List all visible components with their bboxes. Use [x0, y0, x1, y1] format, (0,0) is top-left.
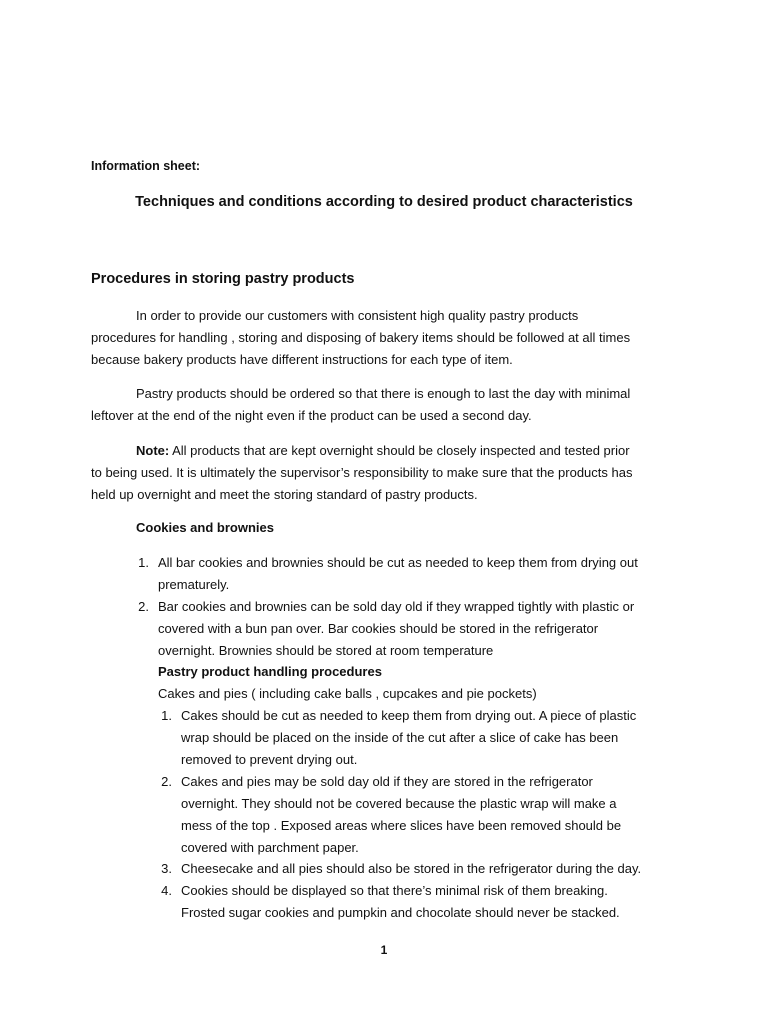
list-item-line: covered with parchment paper. — [181, 840, 359, 855]
list-item-line: Cheesecake and all pies should also be stored in the refrigerator during the day. — [181, 861, 642, 876]
list-item-line: prematurely. — [158, 577, 230, 592]
information-sheet-label: Information sheet: — [91, 159, 201, 173]
list-item-number: 2. — [161, 774, 172, 789]
paragraph-line: because bakery products have different instructions for each type of item. — [91, 352, 513, 367]
list-item-line: covered with a bun pan over. Bar cookies should be stored in the refrigerator — [158, 621, 599, 636]
paragraph-line: held up overnight and meet the storing standard of pastry products. — [91, 487, 478, 502]
list-item-number: 3. — [161, 861, 172, 876]
list-item-line: Frosted sugar cookies and pumpkin and chocolate should never be stacked. — [181, 905, 620, 920]
list-item-line: removed to prevent drying out. — [181, 752, 358, 767]
paragraph-line: Pastry products should be ordered so that there is enough to last the day with minimal — [136, 386, 631, 401]
list-item-line: Cookies should be displayed so that there’s minimal risk of them breaking. — [181, 883, 608, 898]
list-item-line: Bar cookies and brownies can be sold day old if they wrapped tightly with plastic or — [158, 599, 635, 614]
list-item-line: overnight. Brownies should be stored at room temperature — [158, 643, 494, 658]
document-title: Techniques and conditions according to desired product characteristics — [135, 194, 633, 210]
paragraph-line: In order to provide our customers with consistent high quality pastry products — [136, 308, 579, 323]
list-item-line: overnight. They should not be covered because the plastic wrap will make a — [181, 796, 617, 811]
list-item-number: 4. — [161, 883, 172, 898]
note-text: All products that are kept overnight should be closely inspected and tested prior — [169, 443, 630, 458]
subsection-heading-handling: Pastry product handling procedures — [158, 664, 382, 679]
note-label: Note: — [136, 443, 170, 458]
paragraph-line: leftover at the end of the night even if the product can be used a second day. — [91, 408, 532, 423]
list-item-number: 2. — [138, 599, 149, 614]
list-item-line: mess of the top . Exposed areas where slices have been removed should be — [181, 818, 622, 833]
section-heading: Procedures in storing pastry products — [91, 271, 355, 287]
list-item-number: 1. — [138, 555, 149, 570]
page-number: 1 — [380, 943, 388, 957]
list-item-line: wrap should be placed on the inside of the cut after a slice of cake has been — [181, 730, 619, 745]
list-item-line: Cakes should be cut as needed to keep them from drying out. A piece of plastic — [181, 708, 637, 723]
subsection-heading-cookies: Cookies and brownies — [136, 520, 274, 535]
paragraph-line: to being used. It is ultimately the supervisor’s responsibility to make sure that the products has — [91, 465, 633, 480]
list-item-line: All bar cookies and brownies should be cut as needed to keep them from drying out — [158, 555, 638, 570]
paragraph-line: procedures for handling , storing and disposing of bakery items should be followed at all times — [91, 330, 631, 345]
list-item-line: Cakes and pies may be sold day old if they are stored in the refrigerator — [181, 774, 593, 789]
list-item-number: 1. — [161, 708, 172, 723]
subsection-subheading: Cakes and pies ( including cake balls , cupcakes and pie pockets) — [158, 686, 537, 701]
note-line — [136, 440, 630, 462]
